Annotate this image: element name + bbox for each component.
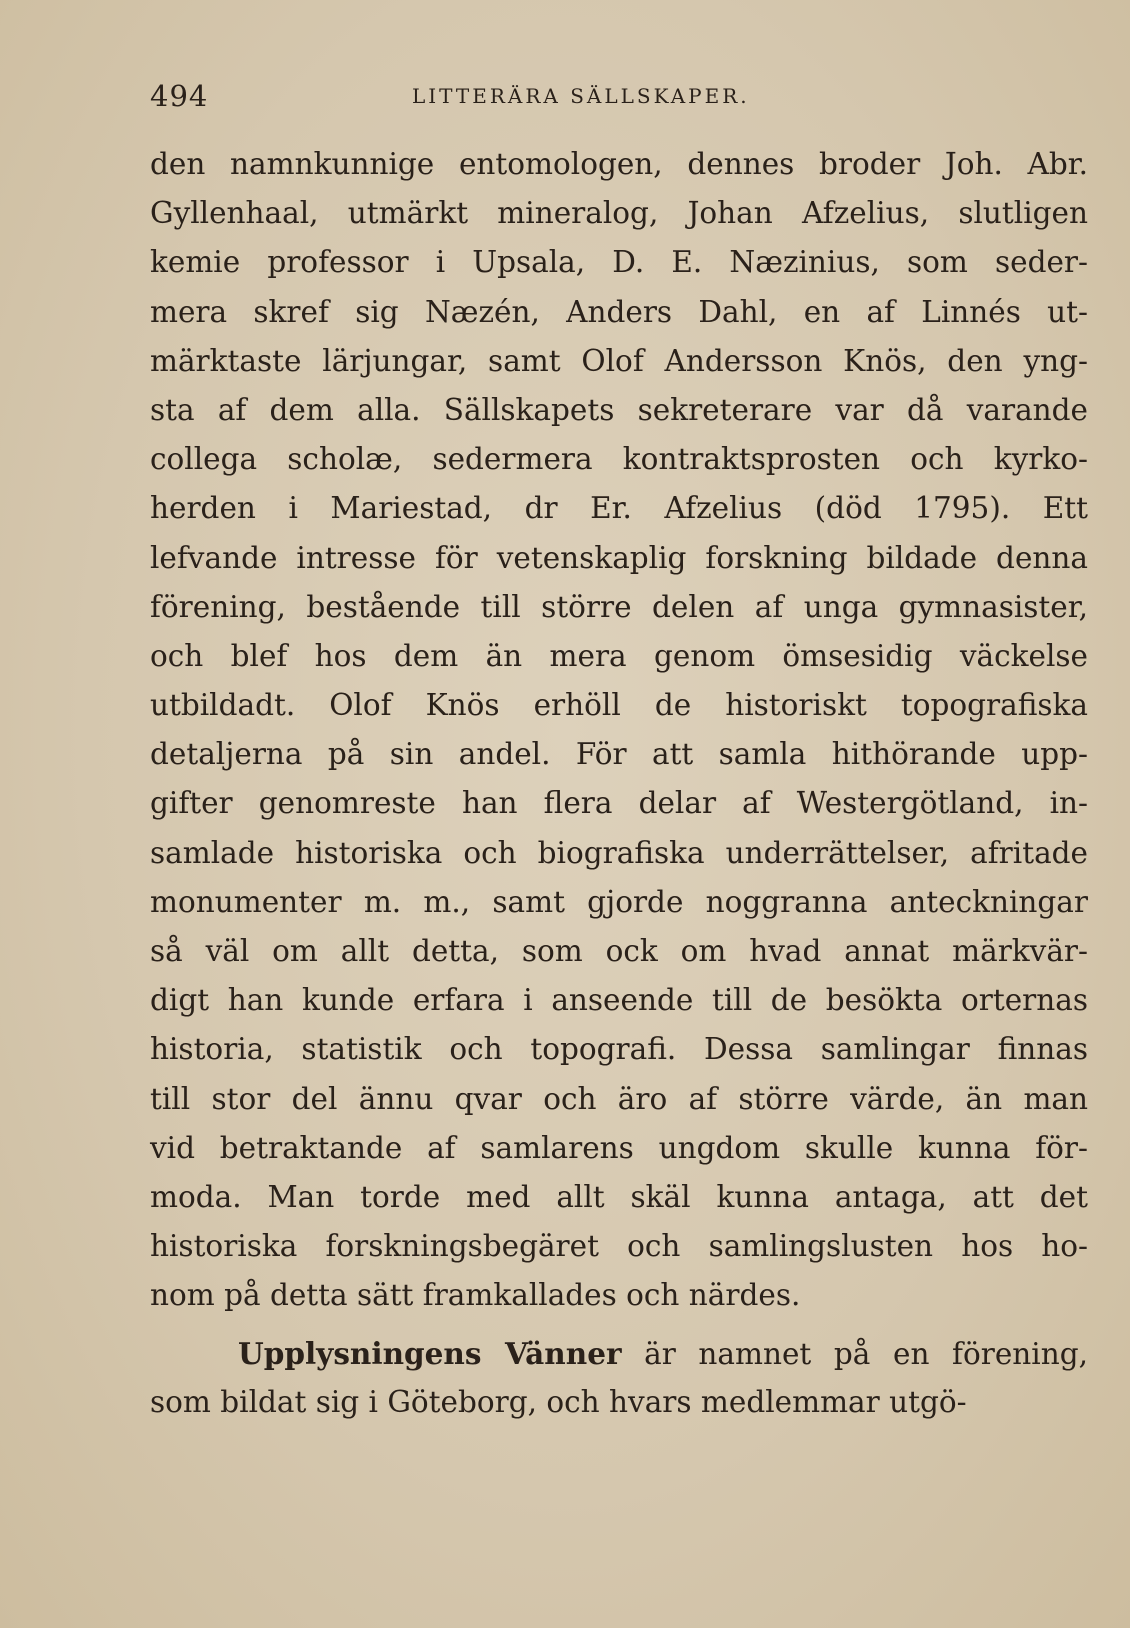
text-line: collega scholæ, sedermera kontraktsprosten och kyrko- bbox=[150, 442, 1088, 477]
text-line: monumenter m. m., samt gjorde noggranna anteckningar bbox=[150, 884, 1088, 919]
heading-line-rest: är namnet på en förening, bbox=[621, 1336, 1088, 1371]
text-line: historiska forskningsbegäret och samlingslusten hos ho- bbox=[150, 1229, 1088, 1264]
text-line: nom på detta sätt framkallades och närdes. bbox=[150, 1278, 801, 1313]
text-line: sta af dem alla. Sällskapets sekreterare var då varande bbox=[150, 392, 1088, 427]
text-line bbox=[150, 1329, 1088, 1378]
text-line: så väl om allt detta, som ock om hvad annat märkvär- bbox=[150, 934, 1088, 968]
text-line: gifter genomreste han flera delar af Westergötland, in- bbox=[150, 786, 1088, 821]
text-line: vid betraktande af samlarens ungdom skulle kunna för- bbox=[150, 1130, 1088, 1165]
text-line: förening, bestående till större delen af unga gymnasister, bbox=[150, 589, 1088, 624]
text-line: moda. Man torde med allt skäl kunna antaga, att det bbox=[150, 1179, 1088, 1214]
body-text bbox=[150, 140, 1088, 1427]
text-line: samlade historiska och biografiska underrättelser, afritade bbox=[150, 835, 1088, 870]
text-line: och blef hos dem än mera genom ömsesidig väckelse bbox=[150, 638, 1088, 673]
paragraph-2 bbox=[150, 1329, 1088, 1427]
text-line: digt han kunde erfara i anseende till de besökta orternas bbox=[150, 983, 1088, 1018]
page-number: 494 bbox=[150, 79, 209, 113]
text-line: herden i Mariestad, dr Er. Afzelius (död 1795). Ett bbox=[150, 491, 1088, 526]
text-line: Gyllenhaal, utmärkt mineralog, Johan Afzelius, slutligen bbox=[150, 196, 1088, 231]
text-line: den namnkunnige entomologen, dennes broder Joh. Abr. bbox=[150, 147, 1088, 181]
text-line: kemie professor i Upsala, D. E. Næzinius, som seder- bbox=[150, 245, 1088, 280]
text-line: historia, statistik och topografi. Dessa samlingar finnas bbox=[150, 1032, 1088, 1067]
text-line: lefvande intresse för vetenskaplig forskning bildade denna bbox=[150, 540, 1088, 575]
text-line: detaljerna på sin andel. För att samla hithörande upp- bbox=[150, 737, 1088, 772]
paragraph-heading: Upplysningens Vänner bbox=[238, 1335, 622, 1371]
page-header bbox=[150, 72, 1050, 120]
text-line: märktaste lärjungar, samt Olof Andersson Knös, den yng- bbox=[150, 343, 1088, 378]
running-head: LITTERÄRA SÄLLSKAPER. bbox=[412, 84, 750, 108]
paragraph-1 bbox=[150, 140, 1088, 1321]
text-line: mera skref sig Næzén, Anders Dahl, en af Linnés ut- bbox=[150, 294, 1088, 329]
text-line: som bildat sig i Göteborg, och hvars medlemmar utgö- bbox=[150, 1384, 967, 1419]
text-line: till stor del ännu qvar och äro af större värde, än man bbox=[150, 1081, 1088, 1116]
text-line: utbildadt. Olof Knös erhöll de historiskt topografiska bbox=[150, 688, 1088, 723]
